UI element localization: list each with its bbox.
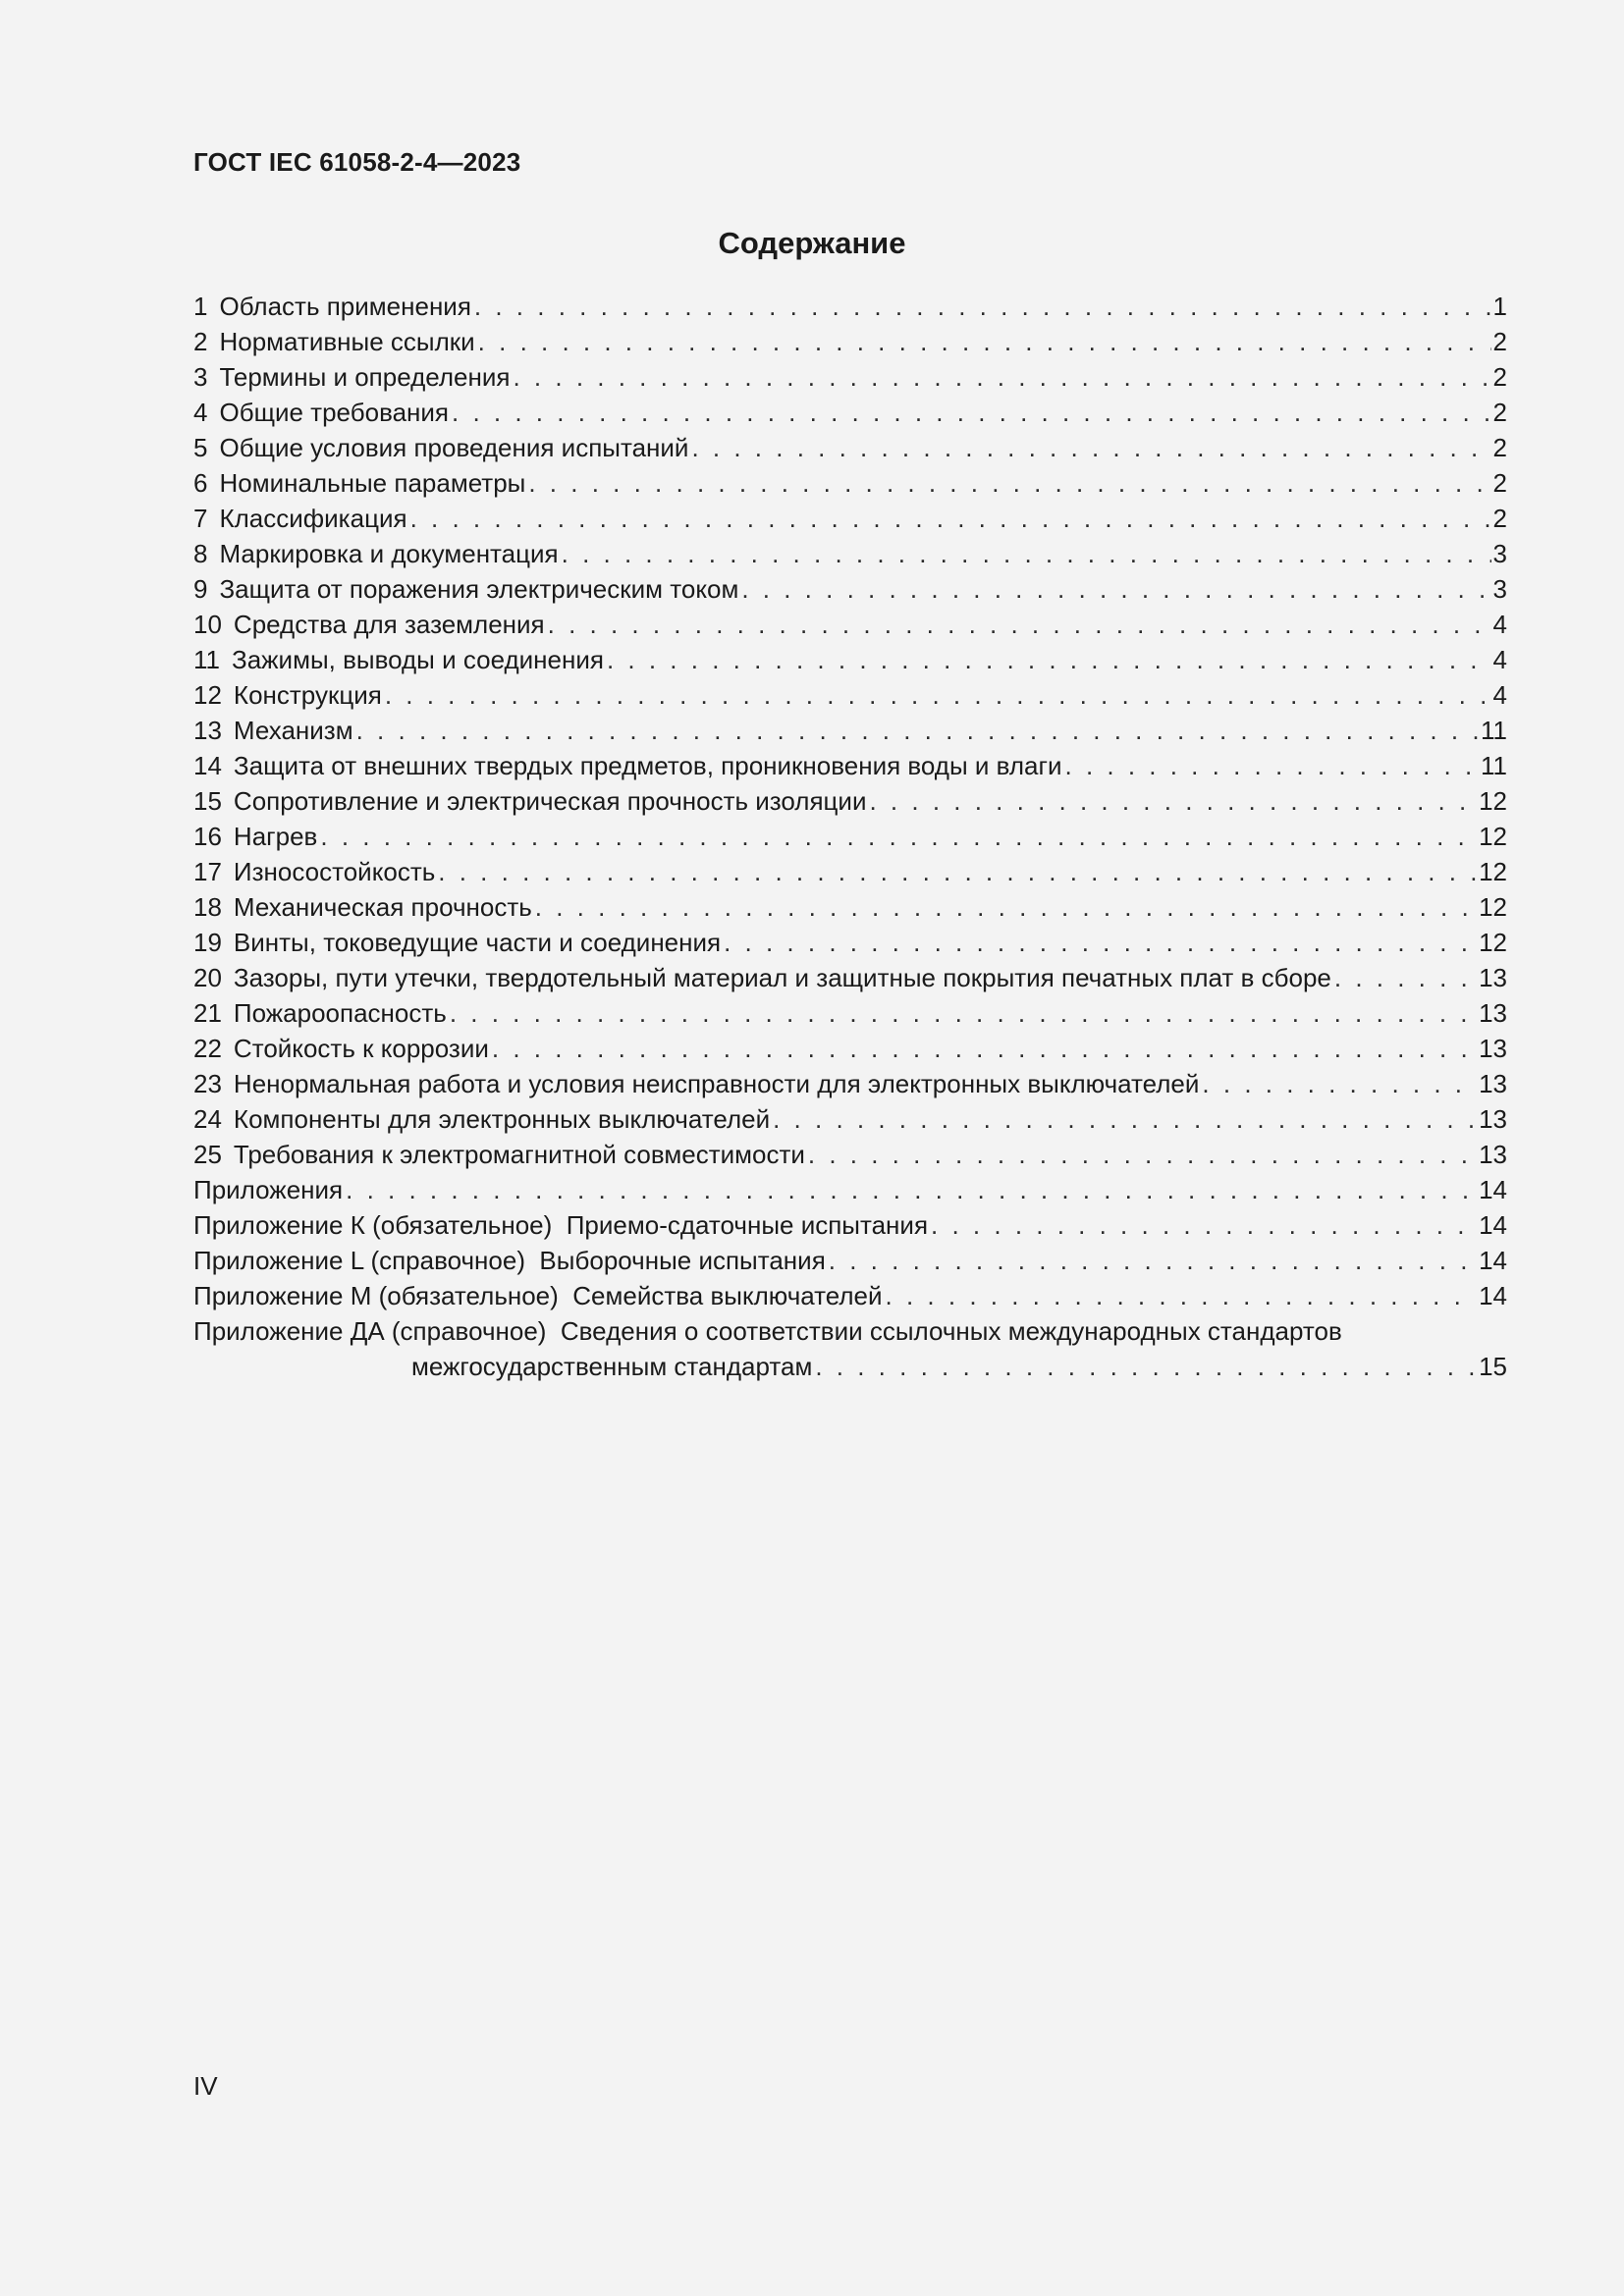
toc-entry-number: 2 — [193, 327, 208, 356]
toc-entry-number: 17 — [193, 857, 222, 886]
toc-entry-page: 12 — [1479, 892, 1507, 922]
toc-dot-leader — [741, 571, 1490, 607]
toc-entry-label — [193, 995, 450, 1031]
toc-entry-text: Стойкость к коррозии — [233, 1034, 489, 1063]
toc-entry[interactable] — [193, 1349, 1507, 1384]
toc-dot-leader — [1202, 1066, 1477, 1101]
toc-entry-label — [193, 324, 478, 359]
toc-dot-leader — [513, 359, 1490, 395]
toc-dot-leader — [492, 1031, 1477, 1066]
toc-entry-text: Компоненты для электронных выключателей — [233, 1104, 771, 1134]
toc-entry-page: 11 — [1481, 716, 1507, 745]
toc-entry-label — [193, 1313, 1345, 1349]
toc-entry-page: 14 — [1479, 1246, 1507, 1275]
toc-entry[interactable] — [193, 960, 1507, 995]
toc-entry-text: Нормативные ссылки — [219, 327, 475, 356]
toc-entry-number: 13 — [193, 716, 222, 745]
toc-dot-leader — [452, 395, 1491, 430]
toc-entry-text: Механическая прочность — [233, 892, 532, 922]
toc-entry[interactable] — [193, 713, 1507, 748]
toc-entry-number: 5 — [193, 433, 208, 462]
document-code: ГОСТ IEC 61058-2-4—2023 — [193, 147, 521, 177]
toc-entry[interactable] — [193, 395, 1507, 430]
toc-entry[interactable] — [193, 607, 1507, 642]
toc-entry[interactable] — [193, 1031, 1507, 1066]
toc-entry-page: 2 — [1492, 362, 1507, 392]
toc-entry-text: Приложения — [193, 1175, 344, 1204]
toc-entry-text: Износостойкость — [233, 857, 436, 886]
page-number: IV — [193, 2071, 218, 2101]
toc-entry-number: 16 — [193, 822, 222, 851]
toc-entry[interactable] — [193, 1172, 1507, 1207]
toc-entry[interactable] — [193, 819, 1507, 854]
toc-dot-leader — [886, 1278, 1478, 1313]
toc-entry-number: 21 — [193, 998, 222, 1028]
toc-dot-leader — [346, 1172, 1477, 1207]
toc-entry-text: Конструкция — [233, 680, 382, 710]
toc-entry[interactable] — [193, 359, 1507, 395]
toc-entry-label — [193, 1137, 808, 1172]
toc-entry[interactable] — [193, 925, 1507, 960]
toc-entry-label — [193, 430, 691, 465]
toc-entry-label — [193, 1278, 886, 1313]
toc-entry-text: Зажимы, выводы и соединения — [232, 645, 604, 674]
toc-entry-label — [193, 359, 513, 395]
toc-entry-number: 24 — [193, 1104, 222, 1134]
toc-entry-number: 18 — [193, 892, 222, 922]
table-of-contents — [193, 289, 1507, 1384]
toc-entry-text: Область применения — [219, 292, 471, 321]
toc-entry[interactable] — [193, 430, 1507, 465]
toc-entry-label — [193, 819, 320, 854]
toc-entry[interactable] — [193, 324, 1507, 359]
toc-entry-label — [193, 642, 607, 677]
toc-entry[interactable] — [193, 1066, 1507, 1101]
toc-entry-text: Общие условия проведения испытаний — [219, 433, 689, 462]
toc-entry-number: 25 — [193, 1140, 222, 1169]
toc-entry-number: 6 — [193, 468, 208, 498]
toc-entry-page: 14 — [1479, 1210, 1507, 1240]
toc-entry-page: 2 — [1492, 433, 1507, 462]
toc-dot-leader — [385, 677, 1491, 713]
toc-entry-text: Термины и определения — [219, 362, 511, 392]
toc-entry-page: 12 — [1479, 928, 1507, 957]
toc-entry-page: 4 — [1492, 610, 1507, 639]
toc-entry[interactable] — [193, 748, 1507, 783]
toc-entry-label — [193, 501, 410, 536]
toc-dot-leader — [535, 889, 1477, 925]
toc-entry-text: Защита от внешних твердых предметов, проникновения воды и влаги — [233, 751, 1062, 780]
toc-dot-leader — [829, 1243, 1477, 1278]
toc-entry-page: 13 — [1479, 1140, 1507, 1169]
toc-entry[interactable] — [193, 1278, 1507, 1313]
toc-entry[interactable] — [193, 677, 1507, 713]
toc-dot-leader — [562, 536, 1491, 571]
toc-entry-page: 11 — [1481, 751, 1507, 780]
toc-entry-page: 14 — [1479, 1281, 1507, 1310]
toc-entry[interactable] — [193, 783, 1507, 819]
toc-entry-page: 4 — [1492, 680, 1507, 710]
toc-dot-leader — [356, 713, 1479, 748]
toc-entry-page: 2 — [1492, 468, 1507, 498]
toc-entry-page: 1 — [1492, 292, 1507, 321]
toc-entry[interactable] — [193, 889, 1507, 925]
toc-entry-page: 13 — [1479, 1034, 1507, 1063]
toc-dot-leader — [724, 925, 1477, 960]
toc-entry[interactable] — [193, 1207, 1507, 1243]
toc-entry-label — [193, 1066, 1202, 1101]
toc-entry[interactable] — [193, 1101, 1507, 1137]
toc-entry-label — [193, 289, 474, 324]
toc-entry-page: 13 — [1479, 998, 1507, 1028]
toc-entry-label — [193, 395, 452, 430]
toc-entry-number: 20 — [193, 963, 222, 992]
toc-entry-text: Средства для заземления — [233, 610, 545, 639]
toc-entry-label — [193, 607, 548, 642]
toc-entry-page: 2 — [1492, 504, 1507, 533]
toc-entry-text: Классификация — [219, 504, 407, 533]
toc-entry[interactable] — [193, 571, 1507, 607]
toc-entry-text: Приложение L (справочное) Выборочные испытания — [193, 1246, 826, 1275]
toc-entry-label — [193, 1207, 931, 1243]
toc-entry-number: 12 — [193, 680, 222, 710]
toc-entry[interactable] — [193, 289, 1507, 324]
toc-dot-leader — [528, 465, 1490, 501]
toc-entry-text: Приложение ДА (справочное) Сведения о соответствии ссылочных международных стандартов — [193, 1316, 1342, 1346]
toc-entry-label — [193, 1349, 815, 1384]
toc-entry-label — [193, 783, 869, 819]
toc-entry-text: Маркировка и документация — [219, 539, 559, 568]
toc-entry[interactable] — [193, 1313, 1507, 1349]
toc-entry-label — [193, 1031, 492, 1066]
toc-entry-number: 10 — [193, 610, 222, 639]
toc-entry-page: 13 — [1479, 1069, 1507, 1098]
toc-entry-label — [193, 748, 1065, 783]
toc-entry-text: межгосударственным стандартам — [411, 1352, 813, 1381]
toc-entry-label — [193, 536, 562, 571]
toc-entry-number: 1 — [193, 292, 208, 321]
toc-entry-text: Механизм — [233, 716, 353, 745]
toc-dot-leader — [607, 642, 1491, 677]
toc-entry-number: 4 — [193, 398, 208, 427]
toc-entry[interactable] — [193, 536, 1507, 571]
toc-entry-label — [193, 677, 385, 713]
toc-entry-label — [193, 1243, 829, 1278]
toc-entry-page: 2 — [1492, 327, 1507, 356]
toc-entry-label — [193, 465, 528, 501]
toc-entry-number: 19 — [193, 928, 222, 957]
toc-entry-text: Ненормальная работа и условия неисправности для электронных выключателей — [233, 1069, 1200, 1098]
toc-entry-label — [193, 889, 535, 925]
toc-dot-leader — [548, 607, 1491, 642]
toc-entry[interactable] — [193, 854, 1507, 889]
toc-entry-text: Зазоры, пути утечки, твердотельный материал и защитные покрытия печатных плат в сборе — [233, 963, 1331, 992]
toc-entry-number: 14 — [193, 751, 222, 780]
toc-dot-leader — [931, 1207, 1477, 1243]
toc-entry-number: 15 — [193, 786, 222, 816]
toc-entry[interactable] — [193, 1137, 1507, 1172]
toc-entry-page: 12 — [1479, 857, 1507, 886]
toc-entry-text: Защита от поражения электрическим током — [219, 574, 739, 604]
toc-entry-number: 11 — [193, 645, 220, 674]
toc-entry-number: 3 — [193, 362, 208, 392]
toc-dot-leader — [410, 501, 1491, 536]
toc-dot-leader — [691, 430, 1490, 465]
toc-entry-label — [193, 1101, 773, 1137]
toc-dot-leader — [450, 995, 1477, 1031]
toc-entry-text: Пожароопасность — [233, 998, 447, 1028]
toc-entry-page: 3 — [1492, 574, 1507, 604]
toc-entry-page: 13 — [1479, 963, 1507, 992]
toc-entry[interactable] — [193, 465, 1507, 501]
toc-entry-text: Сопротивление и электрическая прочность изоляции — [233, 786, 867, 816]
toc-dot-leader — [773, 1101, 1477, 1137]
toc-entry[interactable] — [193, 501, 1507, 536]
toc-entry-text: Требования к электромагнитной совместимости — [233, 1140, 805, 1169]
toc-entry-label — [193, 854, 438, 889]
toc-dot-leader — [1334, 960, 1477, 995]
toc-dot-leader — [320, 819, 1477, 854]
toc-entry-text: Номинальные параметры — [219, 468, 526, 498]
toc-entry-page: 3 — [1492, 539, 1507, 568]
toc-entry-text: Винты, токоведущие части и соединения — [233, 928, 722, 957]
toc-dot-leader — [438, 854, 1477, 889]
toc-dot-leader — [474, 289, 1491, 324]
toc-entry-label — [193, 571, 741, 607]
toc-entry-page: 4 — [1492, 645, 1507, 674]
toc-entry-page: 12 — [1479, 822, 1507, 851]
toc-entry-number: 9 — [193, 574, 208, 604]
toc-entry-label — [193, 960, 1334, 995]
toc-dot-leader — [478, 324, 1491, 359]
toc-entry-page: 15 — [1479, 1352, 1507, 1381]
toc-entry-number: 23 — [193, 1069, 222, 1098]
toc-entry-page: 13 — [1479, 1104, 1507, 1134]
toc-entry-label — [193, 925, 724, 960]
toc-dot-leader — [815, 1349, 1477, 1384]
toc-entry-label — [193, 1172, 346, 1207]
toc-entry-page: 2 — [1492, 398, 1507, 427]
toc-entry[interactable] — [193, 1243, 1507, 1278]
toc-dot-leader — [808, 1137, 1477, 1172]
toc-entry-number: 7 — [193, 504, 208, 533]
toc-entry-text: Общие требования — [219, 398, 450, 427]
toc-entry-text: Приложение М (обязательное) Семейства выключателей — [193, 1281, 883, 1310]
toc-entry-text: Приложение К (обязательное) Приемо-сдаточные испытания — [193, 1210, 929, 1240]
toc-entry-page: 12 — [1479, 786, 1507, 816]
toc-entry-number: 22 — [193, 1034, 222, 1063]
toc-dot-leader — [1065, 748, 1480, 783]
toc-entry-page: 14 — [1479, 1175, 1507, 1204]
toc-entry[interactable] — [193, 642, 1507, 677]
toc-entry-label — [193, 713, 356, 748]
toc-entry-text: Нагрев — [233, 822, 318, 851]
toc-title: Содержание — [718, 226, 906, 260]
toc-entry-number: 8 — [193, 539, 208, 568]
toc-dot-leader — [869, 783, 1477, 819]
toc-entry[interactable] — [193, 995, 1507, 1031]
